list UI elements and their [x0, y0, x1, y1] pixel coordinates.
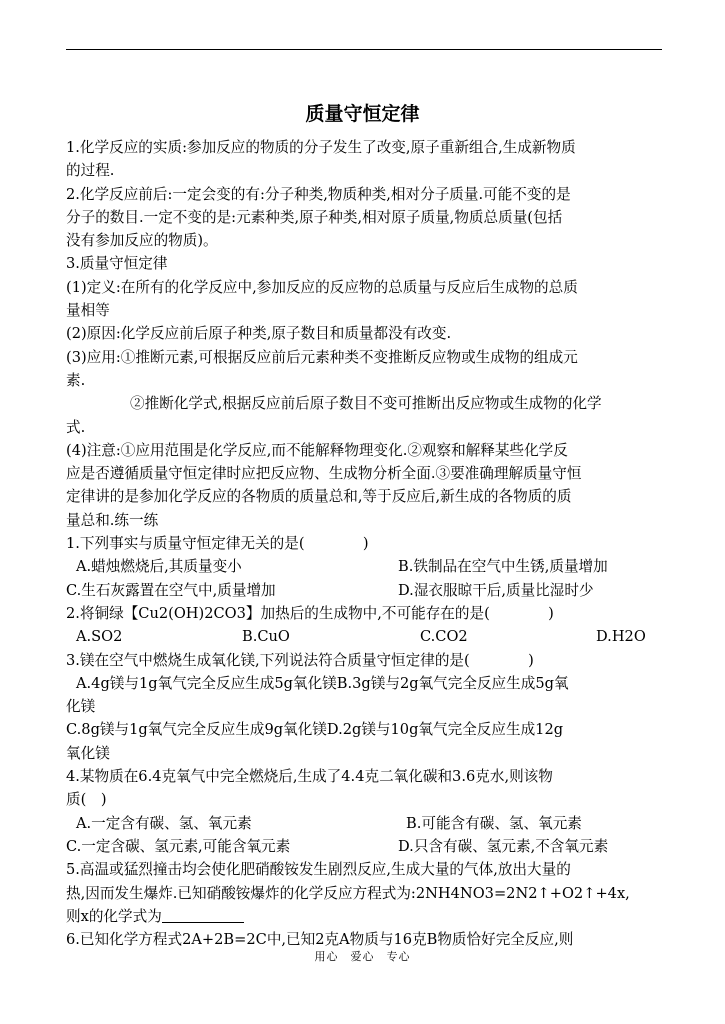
- q2-options-row: [66, 625, 666, 648]
- text-line: ②推断化学式,根据反应前后原子数目不变可推断出反应物或生成物的化学: [130, 395, 602, 413]
- text-line: 式.: [66, 418, 86, 436]
- q4-option-d: D.只含有碳、氢元素,不含氧元素: [398, 837, 609, 855]
- question-2: 2.将铜绿【Cu2(OH)2CO3】加热后的生成物中,不可能存在的是( ): [66, 604, 554, 622]
- text-line: (1)定义:在所有的化学反应中,参加反应的反应物的总质量与反应后生成物的总质: [66, 278, 578, 296]
- header-rule: [66, 49, 662, 50]
- q4-option-c: C.一定含碳、氢元素,可能含氧元素: [66, 837, 291, 855]
- question-4-cont: 质( ): [66, 791, 107, 809]
- q3-option-line: 氧化镁: [66, 744, 110, 762]
- page-footer: 用心 爱心 专心: [314, 950, 411, 963]
- q1-option-a: A.蜡烛燃烧后,其质量变小: [76, 558, 242, 576]
- q2-option-b: B.CuO: [242, 628, 290, 646]
- q2-option-a: A.SO2: [76, 628, 123, 646]
- question-1: 1.下列事实与质量守恒定律无关的是( ): [66, 535, 369, 553]
- page-title: 质量守恒定律: [305, 103, 420, 125]
- text-line: (4)注意:①应用范围是化学反应,而不能解释物理变化.②观察和解释某些化学反: [66, 441, 568, 459]
- q1-option-d: D.湿衣服晾干后,质量比湿时少: [398, 581, 594, 599]
- answer-blank: [162, 907, 244, 923]
- q3-option-line: C.8g镁与1g氧气完全反应生成9g氧化镁D.2g镁与10g氧气完全反应生成12g: [66, 721, 564, 739]
- q1-option-b: B.铁制品在空气中生锈,质量增加: [398, 558, 608, 576]
- q4-option-a: A.一定含有碳、氢、氧元素: [76, 814, 252, 832]
- text-line: (2)原因:化学反应前后原子种类,原子数目和质量都没有改变.: [66, 325, 452, 343]
- question-5: 5.高温或猛烈撞击均会使化肥硝酸铵发生剧烈反应,生成大量的气体,放出大量的: [66, 861, 571, 879]
- text-line: 2.化学反应前后:一定会变的有:分子种类,物质种类,相对分子质量.可能不变的是: [66, 185, 571, 203]
- question-5-cont: 热,因而发生爆炸.已知硝酸铵爆炸的化学反应方程式为:2NH4NO3=2N2↑+O2↑+4x,: [66, 884, 630, 902]
- text-line: 量总和.练一练: [66, 511, 159, 529]
- q4-options-row: [66, 835, 666, 858]
- text-line: 没有参加反应的物质)。: [66, 232, 218, 250]
- q4-option-b: B.可能含有碳、氢、氧元素: [406, 814, 582, 832]
- q1-options-row: [66, 555, 666, 578]
- text-line: 1.化学反应的实质:参加反应的物质的分子发生了改变,原子重新组合,生成新物质: [66, 139, 576, 156]
- text-line: 定律讲的是参加化学反应的各物质的质量总和,等于反应后,新生成的各物质的质: [66, 488, 572, 506]
- question-6: 6.已知化学方程式2A+2B=2C中,已知2克A物质与16克B物质恰好完全反应,则: [66, 931, 574, 949]
- question-3: 3.镁在空气中燃烧生成氧化镁,下列说法符合质量守恒定律的是( ): [66, 651, 534, 669]
- document-body: [66, 136, 666, 951]
- text-line: 素.: [66, 371, 86, 389]
- text-line: (3)应用:①推断元素,可根据反应前后元素种类不变推断反应物或生成物的组成元: [66, 348, 578, 366]
- text-line: 的过程.: [66, 162, 115, 180]
- q1-option-c: C.生石灰露置在空气中,质量增加: [66, 581, 276, 599]
- question-4: 4.某物质在6.4克氧气中完全燃烧后,生成了4.4克二氧化碳和3.6克水,则该物: [66, 768, 553, 786]
- text-line: 3.质量守恒定律: [66, 255, 168, 273]
- q3-option-line: A.4g镁与1g氧气完全反应生成5g氧化镁B.3g镁与2g氧气完全反应生成5g氧: [76, 674, 569, 692]
- text-line: 量相等: [66, 302, 110, 320]
- q2-option-c: C.CO2: [420, 628, 468, 646]
- question-5-prompt: 则x的化学式为: [66, 907, 162, 925]
- text-line: 分子的数目.一定不变的是:元素种类,原子种类,相对原子质量,物质总质量(包括: [66, 208, 563, 226]
- q2-option-d: D.H2O: [596, 628, 646, 646]
- text-line: 应是否遵循质量守恒定律时应把反应物、生成物分析全面.③要准确理解质量守恒: [66, 465, 582, 483]
- q3-option-line: 化镁: [66, 698, 96, 716]
- question-5-cont: [66, 905, 666, 928]
- q1-options-row: [66, 579, 666, 602]
- q4-options-row: [66, 812, 666, 835]
